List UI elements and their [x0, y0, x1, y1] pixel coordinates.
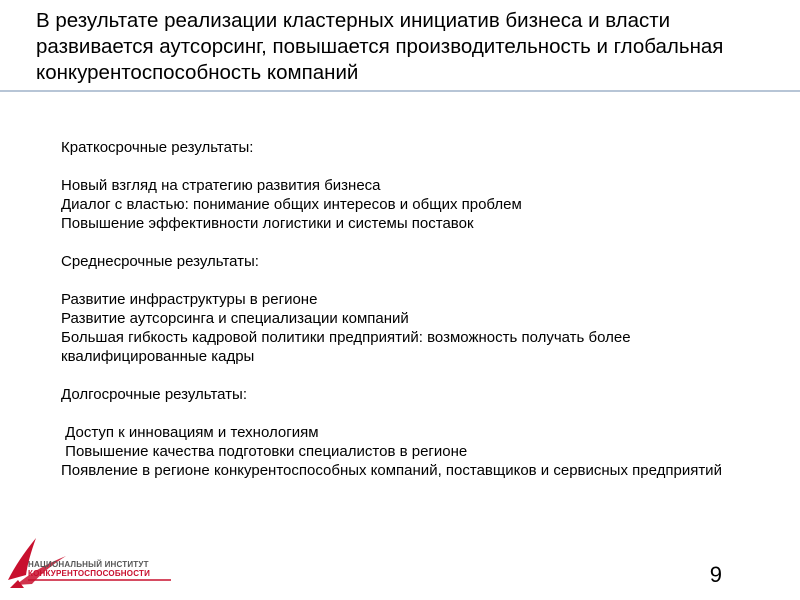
institute-logo-text: [28, 560, 150, 578]
mid-term-item: Развитие аутсорсинга и специализации компаний: [61, 310, 409, 327]
page-number: 9: [709, 562, 722, 587]
mid-term-heading: Среднесрочные результаты:: [61, 253, 259, 270]
logo-line2: КОНКУРЕНТОСПОСОБНОСТИ: [28, 569, 151, 578]
mid-term-item: Развитие инфраструктуры в регионе: [61, 291, 318, 308]
short-term-item: Диалог с властью: понимание общих интересов и общих проблем: [61, 196, 522, 213]
long-term-item: Появление в регионе конкурентоспособных компаний, поставщиков и сервисных предприятий: [61, 462, 722, 479]
short-term-item: Повышение эффективности логистики и системы поставок: [61, 215, 474, 232]
title-divider: [0, 90, 800, 92]
short-term-item: Новый взгляд на стратегию развития бизнеса: [61, 177, 381, 194]
mid-term-item: Большая гибкость кадровой политики предприятий: возможность получать более квалифицированные кадры: [61, 329, 631, 365]
long-term-heading: Долгосрочные результаты:: [61, 386, 247, 403]
long-term-item: Доступ к инновациям и технологиям: [61, 424, 319, 441]
short-term-heading: Краткосрочные результаты:: [61, 139, 254, 156]
logo-line1: НАЦИОНАЛЬНЫЙ ИНСТИТУТ: [28, 560, 149, 569]
results-content: [61, 138, 761, 480]
slide-title: В результате реализации кластерных инициатив бизнеса и власти развивается аутсорсинг, повышается производительность и глобальная конкурентоспособность компаний: [36, 9, 724, 84]
long-term-item: Повышение качества подготовки специалистов в регионе: [61, 443, 468, 460]
